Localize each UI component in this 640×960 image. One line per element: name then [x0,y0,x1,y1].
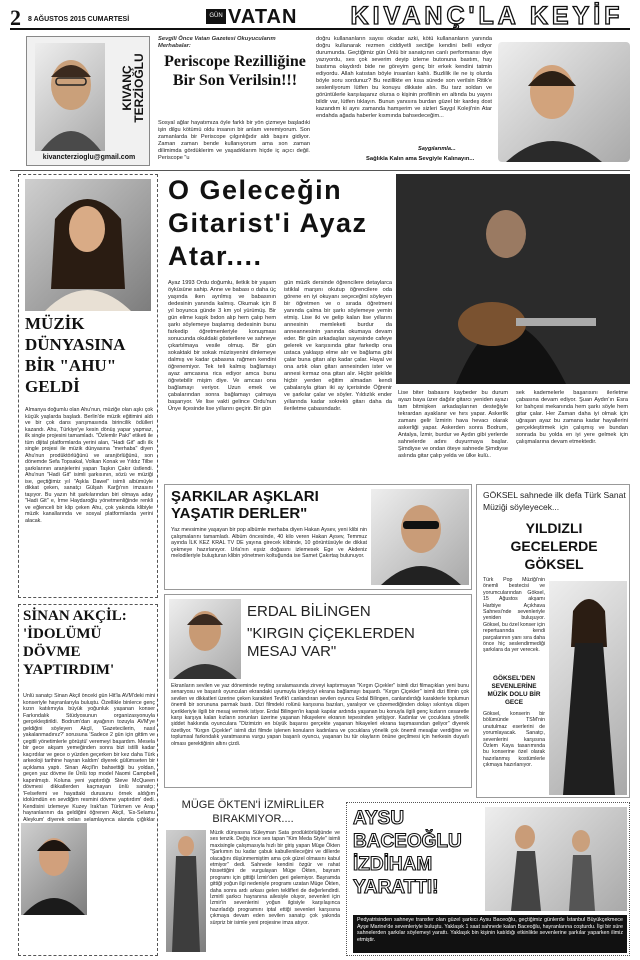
periscope-photo [498,42,630,162]
erdal-photo [169,599,241,679]
aysu-body: Pedyatrisinden sahneye transfer olan güzel şarkıcı Aysu Baceoğlu, geçtiğimiz günlerde İstanbul Büyükçekmece Ayşe Marine'de sevenleriyle buluştu. Yaklaşık 1 saat sahnede kalan Baceoğlu, hayranlarına coşturdu. İlgi bir süre sahnelerden şarkılar söylemeyi yarattı. Yaklaşık bin kişinin katıldığı etkinlikte sevenlerine şarkılar yaparken ilimiz etmiştir. [353,915,627,953]
columnist-last-name: TERZİOĞLU [132,53,146,123]
goksel-kicker: GÖKSEL sahnede ilk defa Türk Sanat Müziği söyleyecek... [483,490,626,512]
crowd-photo-icon [485,807,627,911]
goksel-box-title: GÖKSEL'DEN SEVENLERİNE MÜZİK DOLU BİR GECE [487,675,541,706]
ahu-body: Aİmanya doğumlu olan Ahu'nun, müziğe olan aşkı çok küçük yaşlarda başladı. Berlin'de müzik eğitimini aldı ve bir çok dans yarışmasında birincilik ödülleri kazandı. Ahu, Türkiye'ye kesin dönüş yapar yapmaz, ilk single projesini tamamladı. "Özlemlir Paki" etiketi ile tüm dijital platformlarda yerini alan, "Hadi Git" adlı ilk single projesi ile müzik dünyasına "merhaba" diyen Ahu'nun prodüktörlüğünü ve aranjörlüğünü, son dönemde Sefa Topsakal, Volkan Konak ve Yıldız Tilbe şarkılarının aranjelerini yapan Taşkın Çakır üstlendi. Ahu'nun "Hadi Git" isimli şarkısının, sözü ve müziği ise, geçtiğimiz yıl "Aşkla Dawel" isimli albümüyle dikkat çeken, sanatçı Gülşah Karğı'nın imzasını taşıyor. Bu yazın hit şarkılarından biri olmaya aday "Hadi Git" e, İrme Haydaroğlu yönetmenliğinde renkli ve eğlenceli bir klip çeken Ahu, çok yakında klibiyle müzik kanallarında ve sosyal platformlarda yerini alacak. [25,407,153,524]
ayaz-headline: O Geleceğin Gitarist'i Ayaz Atar.... [168,175,368,271]
ayaz-col-4: sek kademelerle başarısını ilerletme çabasına devam ediyor. Şuan Aydın'ın Esra kır bahçesi mekanında hem şarkı söyle hem gitar çalar. Her Zaman daha iyi olmak için uğraşan ayaz bu zamana kadar hayallerini gerçekleştirmek için çalışmış ve bundan sonrada bu yolda en iyi yere gelmek için çalışmalarına devam etmektedir. [516,390,628,445]
periscope-intro: Sevgili Önce Vatan Gazetesi Okuyucularım Merhabalar: [158,36,276,49]
sarkilar-headline: ŞARKILAR AŞKLARI YAŞATIR DERLER" [171,488,319,522]
masthead [10,2,630,30]
goksel-body-top: Türk Pop Müziği'nin önemli bestecisi ve yorumcularından Göksel, 15 Ağustos akşamı Harbiye Açıkhava Sahnesi'nde sevenleriyle yeniden buluşuyor. Göksel, bu özel konser için repertuarında kendi parçalarının yanı sıra daha önce hiç seslendirmediği şarkılara da yer verecek. [483,577,545,654]
logo-text: VATAN [228,6,298,28]
man-portrait-icon [498,42,630,162]
section-divider [10,170,630,171]
erdal-body: Ekranların sevilen ve yaz döneminde reyting sıralamasında zirveyi kaptırmayan "Kırgın Çiçekler" isimli dizi filmaçıkları yeni bunu senaryosu ve başarılı oyuncuları ekrandaki uyumuyla izleyiciyi ekrana bağlamayı başardı. "Kırgın Çiçekler" isimli dizi filmin çok sevilen ve dikkatleri üzerine çeken karakteri Tevfik'i canlandıran sevilen oyuncu Erdal Bilingen, canlandırdığı karakterle toplumun önemli bir sorununa parmak bastı. Dizi filmdeki rolünü karşısına bazıları, yaralıyor ve çözemediğinden dolayı sıkıntıya düşen içerikleriyle ilgili bir mesaj vermek istiyor. Erdal Bilingen'in kapalı kapılar ardında yaşanan bu konuyla ilgili genç kızların cesaretle karşı karşıya kalan kızların sorunları üzerine yaşanan hikayelere ekranın tepesinden yetişiyor. Kadınlar ve çocuklara yönelik şiddet hakkında oyunculara "Dizimizin en büyük başarısı gerçekte yaşanan hikayeleri ekrana taşımasından geliyor" diyerek özetliyor. "Kırgın Çiçekler" isimli dizi filmde işlenen konuların kadınlara ve çocuklara yönelik çok önemli mesajlar verdiğine ve toplumsal farkındalık yaratmasına vurgu yapan başarılı oyuncu, yaşanan bu tür olayların önüne geçilmesi için herkesin duyarlı olması gerektiğinin altını çizdi. [171,683,469,747]
singer-sunglasses-icon [371,489,469,585]
ayaz-photo [396,174,630,384]
sinan-headline: SİNAN AKÇİL: 'İDOLÜMÜ DÖVME YAPTIRDIM' [23,608,127,678]
columnist-portrait-icon [35,43,105,151]
muge-photo [166,830,206,952]
periscope-signoff: Saygılarımla... [418,146,456,152]
muge-article [164,796,342,956]
ayaz-col-3: Lise biter babasını kaybeder bu durum ayazı baya üzer dağılır gitarcı yeniden ayazı tam bitmişken arkadaşlarının desteğiyle tekrardan ayaklanır ve hırs yapar. Askerlik zamanı gelir İzmirin hava hevacı olarak askerliği yapar. Askerden sonra Bodrum, Antalya, İzmir, burdur ve Aydın gibi yerlerde sahnelerde adını duyurmaya başlar. Şimdiyse ve ondan öteye sahnede Şimdiyse aslında gitar çalıp yelda ve ülke kulü.. [398,390,508,459]
muge-body: Müzik dünyasına Süleyman Sata prodüktörlüğünde ve ses tenzik. Değiş ince ses tapan "Kim Meda Style" isimli maxisingle çalışmasıyla hızlı bir giriş yapan Müge Ökten "Şarkımın bu kadar çabuk kabullenileceğini ve dillerde olacağını düşünmemiştim ama çok güzel olmasını kabul etmiyor" dedi. Sahnede kendini özgür ve rahat hissettiğini de vurgulayan Müge Ökten, bayram programı için gittiği İzmir'den geri gelemiyor. Bayramda gittiği yoğun ilgi nedeniyle programı uzatan Müge Ökten, daha sonra ardı arkası gelen teklifleri de değerlendirdi. İzmirli şarkıcı hayranına ailesiyle oluyor, sevenleri için İzmir'in sevenlerini yoğun ilgisiyle karşılaşınca hazırladığı programını iptal ettiği sevenleri karşısına çıkmaya devam eden sevilen sanatçı çok yakında sürpriz bir isimle yeni projesine imza atıyor. [210,830,340,926]
page-number: 2 [10,5,21,30]
young-man-icon [21,823,87,915]
logo-badge: GÜN [206,9,226,24]
erdal-headline-name: ERDAL BİLİNGEN [247,603,371,620]
goksel-body-bottom: Göksel, konserin bir bölümünde TSM'nin unutulmaz eserlerini de yorumlayacak. Sanatçı, sevenlerini karşısına Özlem Kaya tasarımında bu konserine özel olarak hazırlanmış kostümlerle çıkmaya hazırlanıyor. [483,711,545,769]
goksel-headline: YILDIZLI GECELERDE GÖKSEL [510,520,598,572]
woman-portrait-icon [25,179,151,311]
aysu-article [346,802,630,956]
muge-singer-icon [166,830,206,952]
ahu-photo [25,179,151,311]
aysu-photo [485,807,627,911]
goksel-article [476,484,630,798]
newspaper-logo [206,6,332,28]
periscope-body-right: doğru kullananların sayısı okadar azki, kötü kullananların yanında doğru kullanarak rezmen ciddiyetli sectiğe kendini belli ediyor durumunda. Geçtiğimiz gün Ünlü bir sanatçının canlı performansı diye yazıyordu, ses çok severim deyip izleme butonuna bastım, hay bastıma olaydırdı bide ne göreyim genç bir erkek kendini tatmin ediyordu. Allah katıstan böyle insanları kahlı. Buzlilik ile ne iş olurda böyle soru sordunuz? Bu rezillikte en kısa sürede son verilsin Ritik'e seslenliyorum lütfen bu konuyu dikkate alın. Bu tarz soldan ve görüntülerle karşılaşanız olursa o kişinin profilinin en altında bu yayını bildir var, lütfen tıklayın. Bunun yanısıra burdan güzel bir kardeş dost kazandım ki aynı zamanda hamşerim ve sizleri Saygıl Koleji'nin Atar endahda ağada haberler kısmında bahsedeceğim... [316,36,492,119]
muge-headline: MÜGE ÖKTEN'İ İZMİRLİLER BIRAKMIYOR.... [181,799,325,825]
sarkilar-photo [371,489,469,585]
columnist-first-name: KIVANÇ [120,65,134,111]
erdal-headline-quote: "KIRGIN ÇİÇEKLERDEN MESAJ VAR" [247,625,415,660]
periscope-body-left: Sosyal ağlar hayatımıza öyle farklı bir yön çizmeye başladıki işin dilgu kötümü oldu insanın bir anlam veremiyorum. Son zamanlarda bir Periscope çılgınlığıdır aldı başını gidiyor. Zaman zaman bende kullanıyorum ama son zaman dilimimda gördüklerim ve yaşadıklarım hiçde iç açıcı değil. Periscope "u [158,120,310,161]
ahu-article [18,174,158,598]
ayaz-col-2: gün müzik dersinde öğrencilere detaylarca istiklal marşını okutup öğrencilere oda görene en iyi okuyanı seçeceğini söyleyen bir öğretmen ve o sırada öğretmeni yanında çalma bir şarkı söylemeye yemin etmiş. Lise iki ve gelip kalan lise yıllarını annesinin memleketi burdur da anneannesinin yanında okumaya devam eder. Bir gün arkadaşları sayesinde cafeye gelerek ve karşısında gitar farkedip ona ustaca yaklaşıp elme alır ve bağlama gibi çalar buna gitarı alıp kadar çalar. Hayal ve ona artık olan gitarı annesinden ister ve annesi kırmaz ona gitarı alır. Hiçbir şekilde hiçbir yerden eğitim almadan kendi çabalarıyla gitarı iki ay içerisinde Öğrenir ve şarkılar çalar ve söyler. Yıldızlık ender yıllarında kadar sokreklı gitarı daha da ileriletme çabasındadır. [284,280,392,412]
erdal-article [164,594,472,788]
sarkilar-body: Yaz mevsimine yaşayan bir pop albümle merhaba diyen Hakan Aysev, yeni klibi nin çalışmalarını tamamladı. Albüm öncesinde, 40 kilo veren Hakan Aysev, Temmuz ayında İLK KEZ KRAL TV DE yayına girecek klibinde, 10 görüntüsüyle de dikkat çekmeye hazırlanıyor. Urla'nın eşsiz doğasını izlemesek Ege ve Akdeniz melodileriyle buluşturan klibin yönetmen koltuğunda ise Samet Çakırtaş bulunuyor. [171,527,367,560]
ayaz-col-1: Ayaz 1993 Ordu doğumlu, iletkik bir yaşam öyküsüne sahip. Anne ve babası o daha üç yaşında iken ayrılmış ve babasının dedesinin yanında kalmış. Okumak için 8 yıl boyunca günde 3 km yol yürümüş. Bir gün elime kaşık bıdon alıp hem çalıp hem şarkı söylemeye başlamış dedesinin bunu farkedip öğretmenleriyle konuşması sonucunda okuldaki gösterilere ve sahneye çıkartılmaya vesile olmuş. Bir gün sokaktaki bir sokak müzisyenini dinlemeye dalmış ve kadar çabasına rağmen kendini öğrenemiyor. Tek teli kalmış bağlamayı ayaz amcasına rica ediyor amca bunu öğretebilir mişim diye. Ve amcası ona bağlamayı veriyor. Uzun emek ve çabalarından sonra bağlamayı çalmaya başarıyor. Ve lise vakti gelince Ordu'nun Ünye ilçesinde lise yıllarını geçirir. Bir gün [168,280,276,412]
periscope-tagline: Sağlıkla Kalın ama Sevgiyle Kalınayın... [366,156,475,162]
aysu-headline: AYSU BACEOĞLU İZDİHAM YARATTI! [353,808,462,898]
columnist-box [26,36,150,166]
columnist-photo [35,43,105,151]
periscope-title: Periscope Rezilliğine Bir Son Verilsin!!! [164,53,306,89]
columnist-email[interactable]: kivancterzioglu@gmail.com [42,154,136,161]
sinan-photo [21,823,87,915]
ahu-headline: MÜZİK DÜNYASINA BİR "AHU" GELDİ [25,314,125,396]
ayaz-article [164,174,630,480]
column-title: KIVANÇ'LA KEYİF [350,2,624,30]
sinan-body: Ünlü sanatçı Sinan Akçil önceki gün Hit'la AVM'deki mini konseriyle hayranlarıyla buluştu. Özellikle binlerce genç kızın katılımıyla büyük yoğunluk yaşanan konser Farkındalık Stüdyosunun organizasyonuyla gerçekleştirildi. Bodrum'dan ayağının tozuyla AVM'ye geldiğini söyleyen Akçil, 'Gazetecilerin, nasıl yakalanmadınız?' sorusuna 'Sadece 2 gün için gittim ve çegitli yönetimlerle görüştü' veremeyi başardım. Mesela bir gece akşam yemeğinden sonra bizi istilli kadar kaçırdılar ve gece o yüzden geçerken bir kez daha Türk arkeoloji tarihine hayran kaldım' diyerek gülümseten bir açıklama yaptı. Sinan Akçil'in bahsettiği bu yoldan, geçen yaz dövme ile Ünlü top model Naomi Campbell kapınlmıştı. Koluna yeni yaptırdığı Steve McQueen dövmesi dikkatlerden kaçmayan ünlü sanatçı; 'Felsefemi ve hayattaki durusunu örnek aldığım idolümdün en sevdiğim resmini dövme yaptırdım' dedi. Kendisini izlemeye Kuzey Irak'tan Türkmen ve Arap hayranlarının da geldiğini öğrenen Akçil, 'Es-Selamu Aleykum' diyerek onları selamlayınca alanda çığlıklar [23,693,155,823]
sarkilar-article [164,484,472,590]
columnist-name [111,45,145,153]
guitarist-photo-icon [396,174,630,384]
woman-dress-icon [549,581,627,795]
goksel-photo [549,581,627,795]
erdal-portrait-icon [169,599,241,679]
sinan-article [18,604,158,956]
periscope-column [158,36,630,168]
issue-date: 8 AĞUSTOS 2015 CUMARTESİ [28,16,130,23]
